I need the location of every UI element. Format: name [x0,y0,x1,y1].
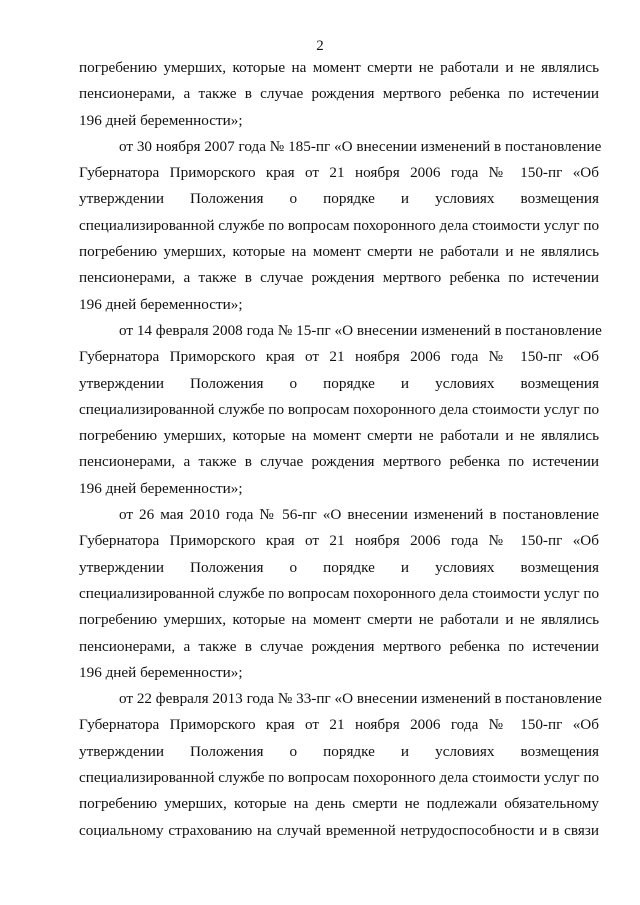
text-line: специализированной службе по вопросам похоронного дела стоимости услуг по [79,584,600,602]
text-line: утверждении Положения о порядке и условиях возмещения [79,190,599,208]
paragraph [79,134,602,318]
text-line: специализированной службе по вопросам похоронного дела стоимости услуг по [79,769,600,787]
text-line: Губернатора Приморского края от 21 ноября 2006 года № 150-пг «Об [79,532,599,550]
text-line: пенсионерами, а также в случае рождения мертвого ребенка по истечении [79,637,599,655]
text-line: пенсионерами, а также в случае рождения мертвого ребенка по истечении [79,269,599,287]
text-line: утверждении Положения о порядке и условиях возмещения [79,374,599,392]
text-line: погребению умерших, которые на момент смерти не работали и не являлись [79,611,599,629]
text-line: Губернатора Приморского края от 21 ноября 2006 года № 150-пг «Об [79,348,599,366]
text-line: Губернатора Приморского края от 21 ноября 2006 года № 150-пг «Об [79,716,599,734]
paragraph [79,502,599,686]
text-line: пенсионерами, а также в случае рождения мертвого ребенка по истечении [79,85,599,103]
text-line: 196 дней беременности»; [79,295,243,313]
text-line: 196 дней беременности»; [79,111,243,129]
text-line: от 14 февраля 2008 года № 15-пг «О внесении изменений в постановление [119,321,602,339]
page-number: 2 [316,38,324,54]
text-line: погребению умерших, которые на момент смерти не работали и не являлись [79,243,599,261]
document-body [79,55,602,844]
text-line: специализированной службе по вопросам похоронного дела стоимости услуг по [79,216,600,234]
text-line: Губернатора Приморского края от 21 ноября 2006 года № 150-пг «Об [79,164,599,182]
paragraph [79,318,602,502]
text-line: погребению умерших, которые на момент смерти не работали и не являлись [79,427,599,445]
text-line: от 30 ноября 2007 года № 185-пг «О внесении изменений в постановление [119,137,602,155]
paragraph [79,55,599,134]
text-line: пенсионерами, а также в случае рождения мертвого ребенка по истечении [79,453,599,471]
text-line: погребению умерших, которые на день смерти не подлежали обязательному [79,795,599,813]
text-line: 196 дней беременности»; [79,663,243,681]
paragraph [79,686,602,844]
text-line: утверждении Положения о порядке и условиях возмещения [79,742,599,760]
text-line: утверждении Положения о порядке и условиях возмещения [79,558,599,576]
text-line: от 22 февраля 2013 года № 33-пг «О внесении изменений в постановление [119,690,602,708]
text-line: погребению умерших, которые на момент смерти не работали и не являлись [79,59,599,76]
text-line: 196 дней беременности»; [79,479,243,497]
text-line: специализированной службе по вопросам похоронного дела стоимости услуг по [79,400,600,418]
text-line: от 26 мая 2010 года № 56-пг «О внесении изменений в постановление [119,506,599,524]
text-line: социальному страхованию на случай временной нетрудоспособности и в связи [79,821,599,839]
